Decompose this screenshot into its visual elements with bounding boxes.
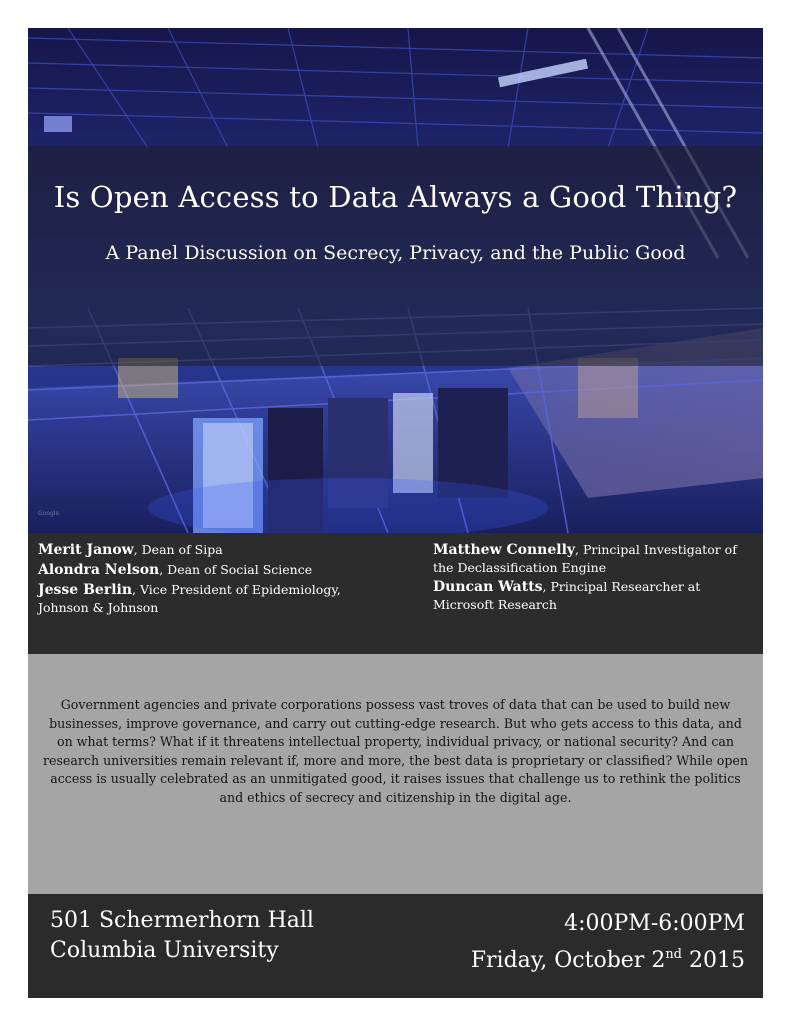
event-time: 4:00PM-6:00PM xyxy=(564,911,745,936)
speaker-role: , Vice President of Epidemiology, xyxy=(132,582,341,597)
speaker-role-continued: Johnson & Johnson xyxy=(38,600,159,615)
speaker-name: Merit Janow xyxy=(38,542,134,558)
footer-band xyxy=(28,894,763,998)
speaker-entry xyxy=(38,560,418,580)
speaker-name: Matthew Connelly xyxy=(433,542,576,558)
speaker-name: Alondra Nelson xyxy=(38,562,160,578)
event-title: Is Open Access to Data Always a Good Thing? xyxy=(53,180,738,214)
venue-building: 501 Schermerhorn Hall xyxy=(50,908,314,933)
speakers-column-right xyxy=(433,540,758,614)
event-description: Government agencies and private corporations possess vast troves of data that can be used to build new businesses, improve governance, and carry out cutting-edge research. But who gets access to this data, and on what terms? What if it threatens intellectual property, individual privacy, or national security? And can research universities remain relevant if, more and more, the best data is proprietary or classified? While open access is usually celebrated as an unmitigated good, it raises issues that challenge us to rethink the politics and ethics of secrecy and citizenship in the digital age. xyxy=(42,697,748,805)
speaker-name: Jesse Berlin xyxy=(38,582,133,598)
event-date-prefix: Friday, October 2 xyxy=(470,948,666,973)
hero-image xyxy=(28,28,763,533)
event-date-ordinal: nd xyxy=(665,947,683,962)
speaker-role: , Principal Researcher at xyxy=(542,579,701,594)
speaker-role: , Dean of Social Science xyxy=(159,562,313,577)
speakers-column-left xyxy=(38,540,418,617)
event-poster xyxy=(28,28,763,998)
event-date xyxy=(471,939,745,976)
speaker-entry xyxy=(38,580,418,617)
speaker-entry xyxy=(38,540,418,560)
speaker-role-continued: the Declassification Engine xyxy=(433,560,607,575)
event-date-year: 2015 xyxy=(682,948,745,973)
image-credit: Google xyxy=(38,510,60,517)
speaker-entry xyxy=(433,577,758,614)
speaker-role: , Principal Investigator of xyxy=(575,542,737,557)
speaker-role: , Dean of Sipa xyxy=(133,542,223,557)
datetime-block xyxy=(471,908,745,976)
speaker-entry xyxy=(433,540,758,577)
venue-block xyxy=(50,906,314,966)
event-subtitle: A Panel Discussion on Secrecy, Privacy, and the Public Good xyxy=(105,242,686,264)
description-band xyxy=(28,654,763,894)
speakers-band xyxy=(28,533,763,654)
speaker-role-continued: Microsoft Research xyxy=(433,597,557,612)
venue-institution: Columbia University xyxy=(50,938,279,963)
speaker-name: Duncan Watts xyxy=(433,579,543,595)
